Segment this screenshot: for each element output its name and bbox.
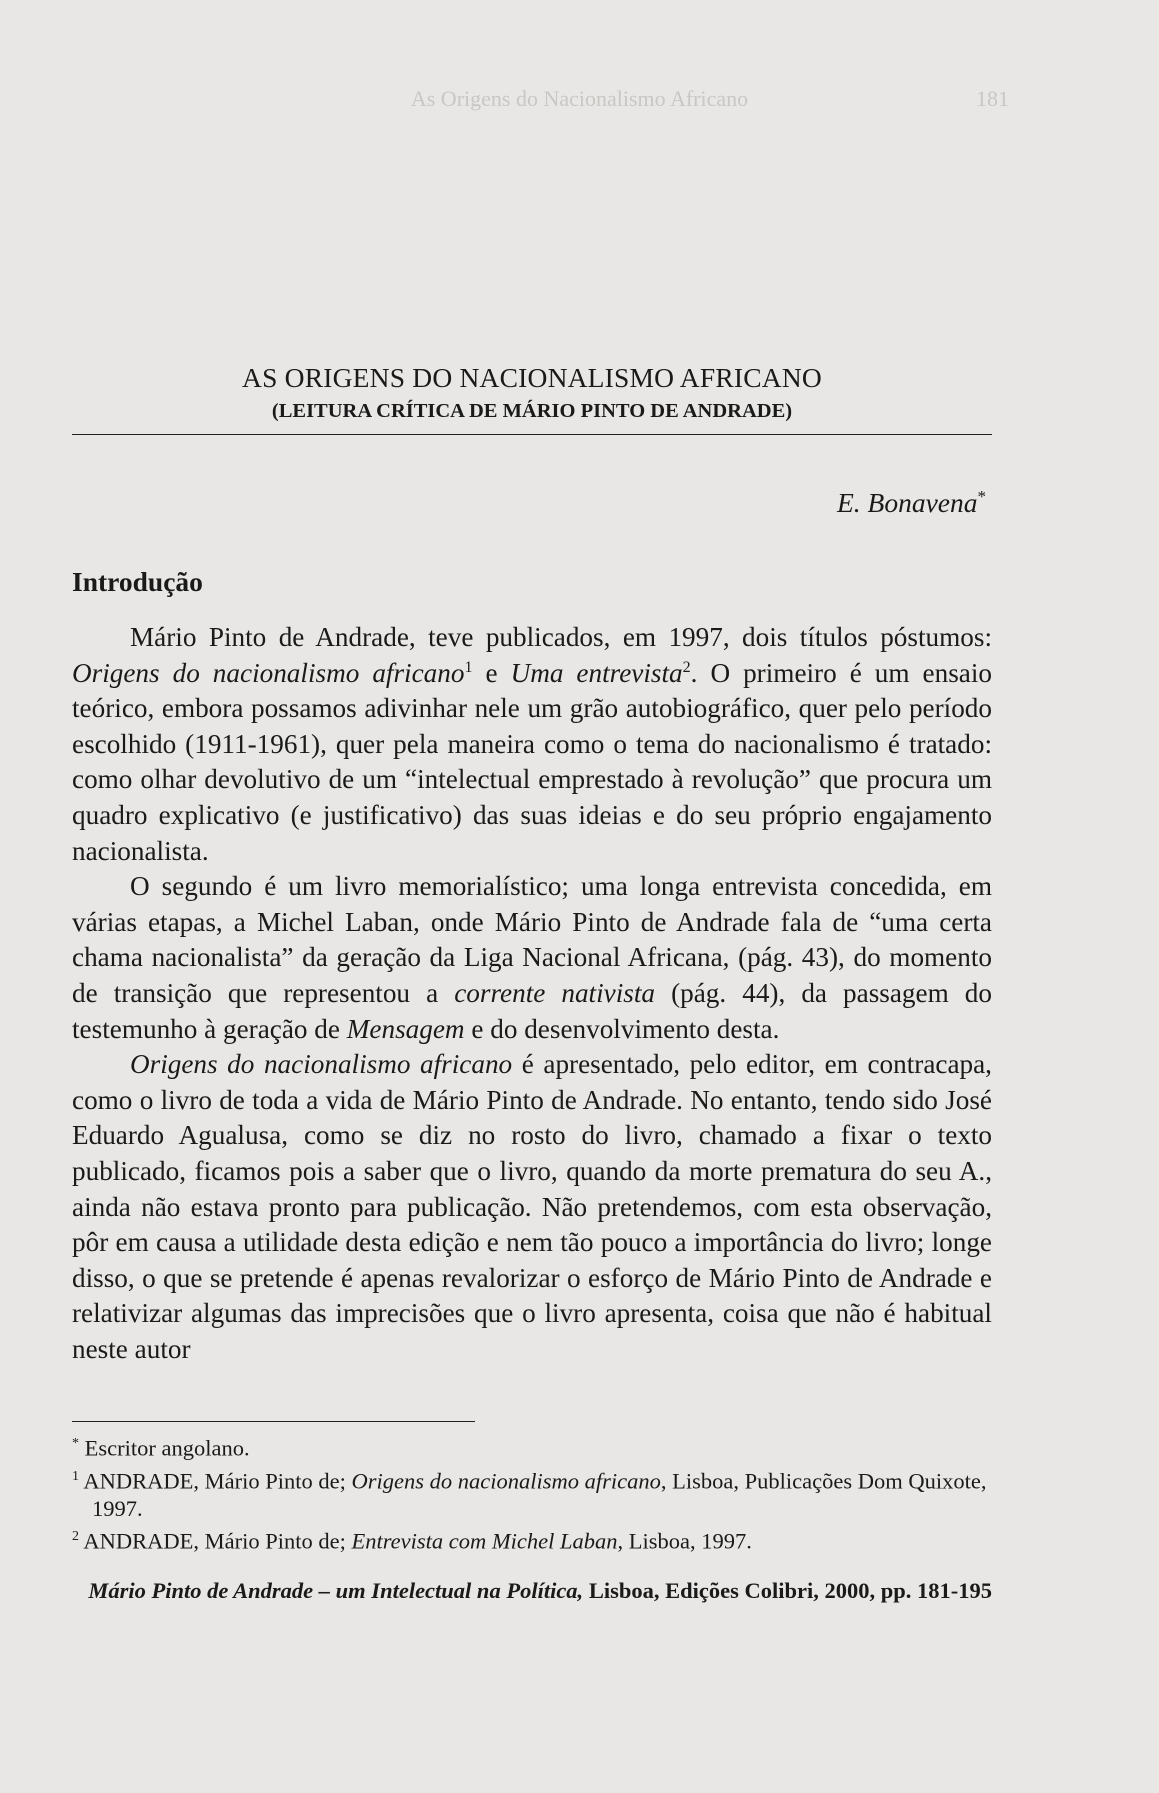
- footnote-text: ANDRADE, Mário Pinto de;: [79, 1468, 352, 1493]
- footnote-rule: [72, 1421, 475, 1422]
- footnote-0: [72, 1430, 992, 1463]
- term-italic: Mensagem: [346, 1013, 465, 1044]
- footnote-text: , Lisboa, 1997.: [617, 1528, 752, 1554]
- title-rule: [72, 434, 992, 435]
- footnote-text: ANDRADE, Mário Pinto de;: [79, 1528, 352, 1554]
- footnote-text: , Lisboa, Publicações Dom Quixote, 1997.: [92, 1468, 987, 1521]
- term-italic: corrente nativista: [454, 977, 656, 1008]
- text-run: e: [472, 657, 511, 688]
- section-heading: Introdução: [72, 566, 203, 597]
- footnote-text: Escritor angolano.: [79, 1435, 250, 1461]
- text-run: (pág. 44), da passagem do testemunho à geração de: [72, 977, 992, 1044]
- author-text: E. Bonavena: [836, 487, 978, 519]
- text-run: é apresentado, pelo editor, em contracapa, como o livro de toda a vida de Mário Pinto de Andrade. No entanto, tendo sido José Eduardo Agualusa, como se diz no rosto do livro, chamado a fixar o texto publicado, ficamos pois a saber que o livro, quando da morte prematura do seu A., ainda não estava pronto para publicação. Não pretendemos, com esta observação, pôr em causa a utilidade desta edição e nem tão pouco a importância do livro; longe disso, o que se pretende é apenas revalorizar o esforço de Mário Pinto de Andrade e relativizar algumas das imprecisões que o livro apresenta, coisa que não é habitual neste autor: [72, 1049, 992, 1364]
- article-body: [72, 620, 992, 1367]
- article-subtitle: (LEITURA CRÍTICA DE MÁRIO PINTO DE ANDRADE): [271, 400, 793, 422]
- book-title: Uma entrevista: [510, 657, 683, 688]
- author-mark: *: [977, 487, 986, 506]
- text-run: . O primeiro é um ensaio teórico, embora possamos adivinhar nele um grão autobiográfico, quer pelo período escolhido (1911-1961), quer pela maneira como o tema do nacionalismo é tratado: como olhar devolutivo de um “intelectual emprestado à revolução” que procura um quadro explicativo (e justificativo) das suas ideias e do seu próprio engajamento nacionalista.: [72, 657, 993, 866]
- paragraph-2: [72, 869, 992, 1047]
- book-title: Origens do nacionalismo africano: [72, 657, 465, 688]
- footnotes: [72, 1430, 992, 1556]
- article-title: AS ORIGENS DO NACIONALISMO AFRICANO: [242, 362, 822, 393]
- footnote-ref: 1: [464, 658, 473, 676]
- running-header-bleed: [0, 86, 1159, 112]
- credit-publisher: Lisboa, Edições Colibri, 2000, pp. 181-195: [583, 1578, 992, 1603]
- credit-book: Mário Pinto de Andrade – um Intelectual na Política,: [88, 1578, 584, 1603]
- paragraph-3: [72, 1047, 992, 1367]
- footnote-mark: 1: [72, 1468, 79, 1484]
- source-credit: [72, 1578, 992, 1604]
- footnote-mark: *: [72, 1436, 79, 1451]
- running-title: As Origens do Nacionalismo Africano: [410, 86, 749, 111]
- paragraph-1: [72, 620, 992, 869]
- footnote-ref: 2: [682, 658, 691, 676]
- footnote-2: [72, 1523, 992, 1556]
- text-run: e do desenvolvimento desta.: [464, 1013, 780, 1044]
- footnote-mark: 2: [72, 1529, 79, 1544]
- page-number: 181: [976, 86, 1009, 111]
- author-name: [837, 487, 986, 519]
- footnote-title: Origens do nacionalismo africano: [351, 1468, 661, 1493]
- text-run: Mário Pinto de Andrade, teve publicados, em 1997, dois títulos póstumos:: [130, 622, 992, 652]
- text-run: O segundo é um livro memorialístico; uma longa entrevista concedida, em várias etapas, a Michel Laban, onde Mário Pinto de Andrade fala de “uma certa chama nacionalista” da geração da Liga Nacional Africana, (pág. 43), do momento de transição que representou a: [72, 871, 992, 1008]
- footnote-1: [72, 1463, 992, 1524]
- book-title: Origens do nacionalismo africano: [130, 1049, 513, 1080]
- footnote-title: Entrevista com Michel Laban: [351, 1528, 618, 1554]
